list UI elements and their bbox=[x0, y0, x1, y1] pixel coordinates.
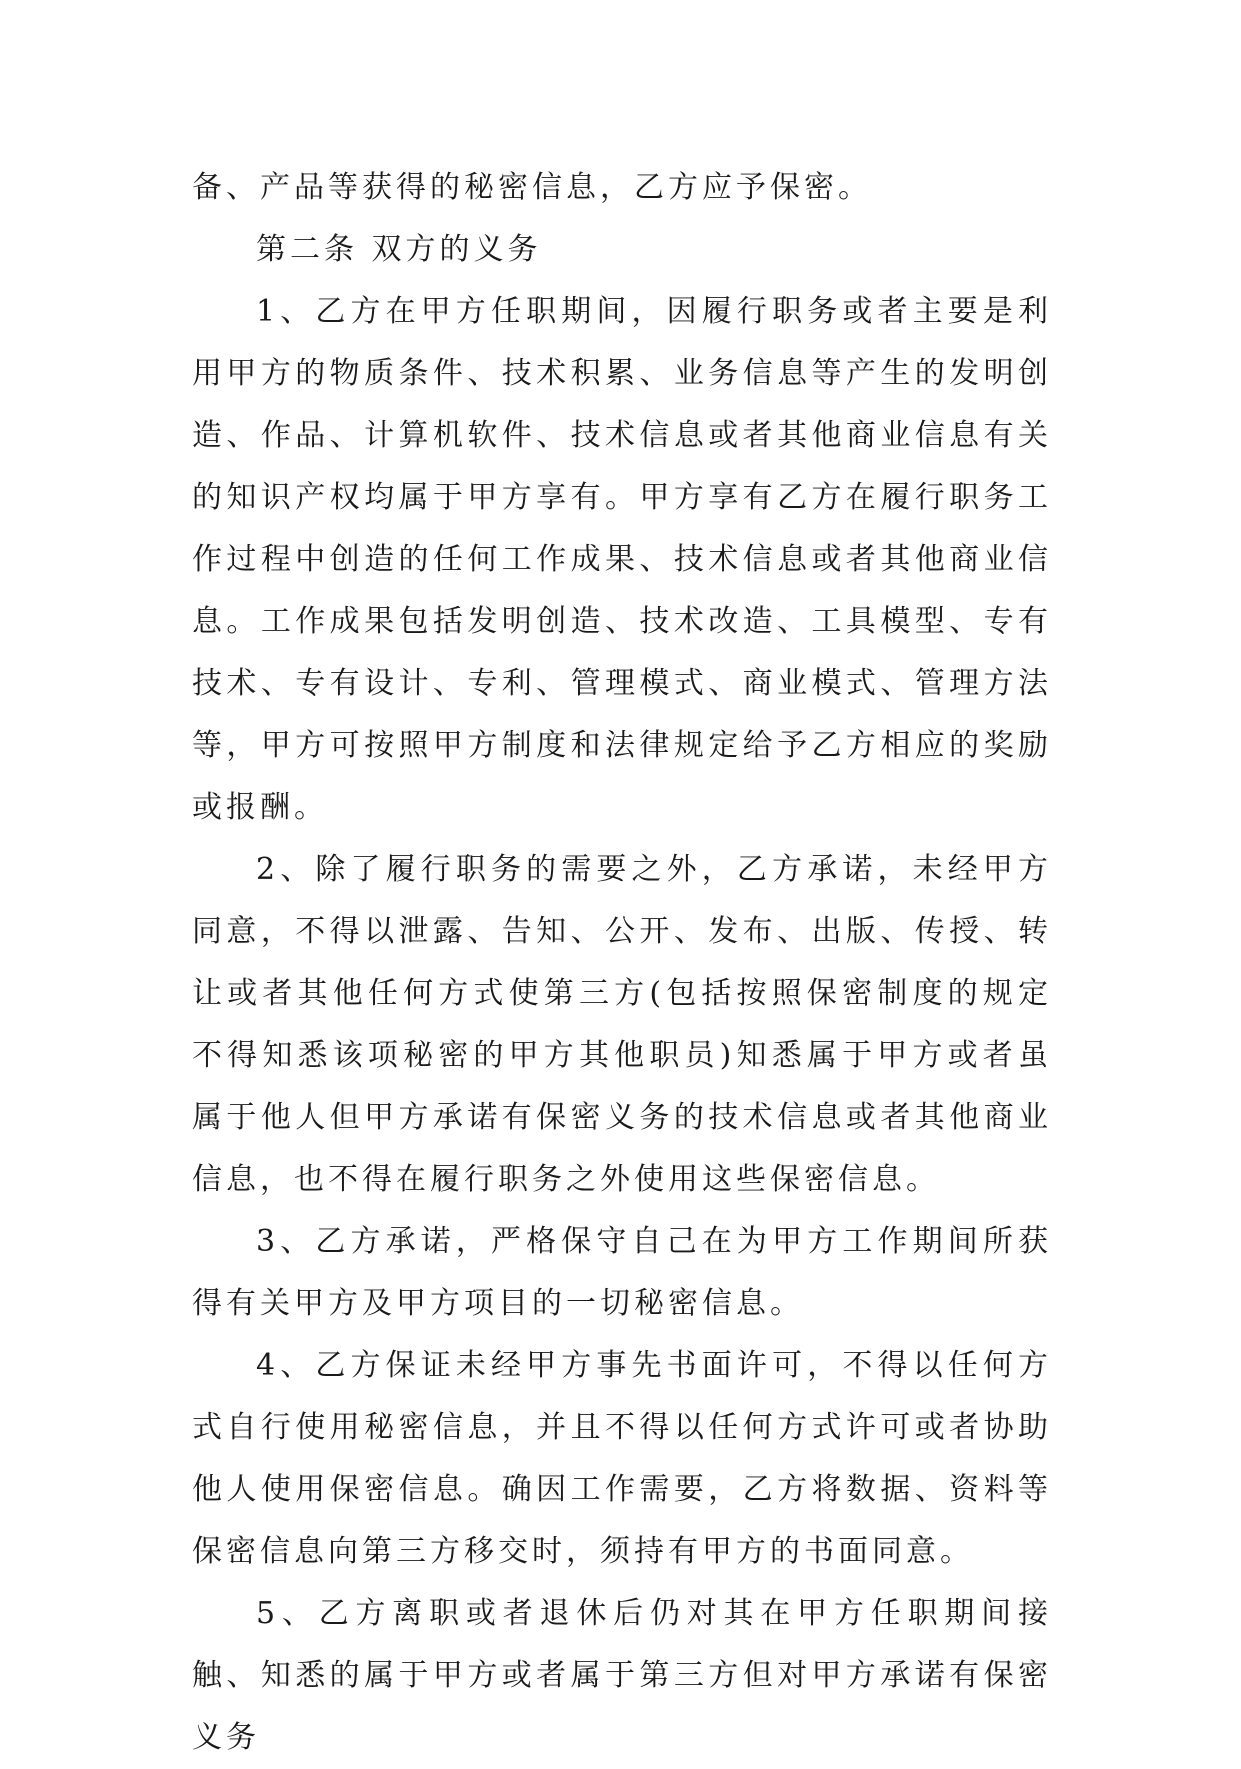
section-heading-article-2: 第二条 双方的义务 bbox=[256, 232, 542, 267]
paragraph-clause-2: 2、除了履行职务的需要之外，乙方承诺，未经甲方同意，不得以泄露、告知、公开、发布、出版、传授、转让或者其他任何方式使第三方(包括按照保密制度的规定不得知悉该项秘密的甲方其他职员)知悉属于甲方或者虽属于他人但甲方承诺有保密义务的技术信息或者其他商业信息，也不得在履行职务之外使用这些保密信息。 bbox=[192, 852, 1052, 1197]
paragraph-continuation: 备、产品等获得的秘密信息，乙方应予保密。 bbox=[192, 170, 872, 205]
paragraph-clause-1: 1、乙方在甲方任职期间，因履行职务或者主要是利用甲方的物质条件、技术积累、业务信息等产生的发明创造、作品、计算机软件、技术信息或者其他商业信息有关的知识产权均属于甲方享有。甲方享有乙方在履行职务工作过程中创造的任何工作成果、技术信息或者其他商业信息。工作成果包括发明创造、技术改造、工具模型、专有技术、专有设计、专利、管理模式、商业模式、管理方法等，甲方可按照甲方制度和法律规定给予乙方相应的奖励或报酬。 bbox=[192, 294, 1052, 825]
paragraph-clause-3: 3、乙方承诺，严格保守自己在为甲方工作期间所获得有关甲方及甲方项目的一切秘密信息。 bbox=[192, 1224, 1052, 1321]
document-body bbox=[192, 157, 1052, 1769]
paragraph-clause-4: 4、乙方保证未经甲方事先书面许可，不得以任何方式自行使用秘密信息，并且不得以任何方式许可或者协助他人使用保密信息。确因工作需要，乙方将数据、资料等保密信息向第三方移交时，须持有甲方的书面同意。 bbox=[192, 1348, 1052, 1569]
paragraph-clause-5: 5、乙方离职或者退休后仍对其在甲方任职期间接触、知悉的属于甲方或者属于第三方但对甲方承诺有保密义务 bbox=[192, 1596, 1052, 1755]
